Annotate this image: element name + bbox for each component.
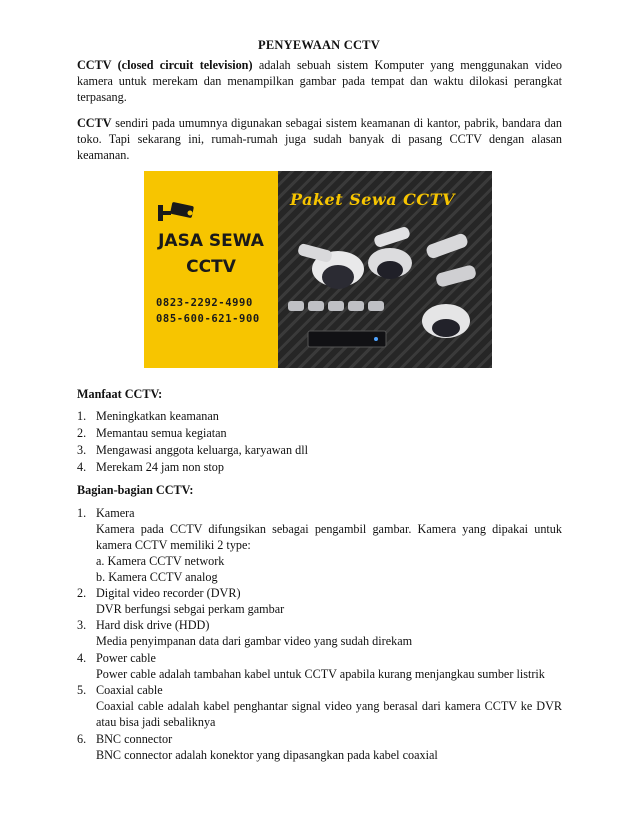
part-number: 4. <box>77 651 87 665</box>
part-title: Power cable <box>96 651 156 665</box>
list-item-text: Memantau semua kegiatan <box>96 426 227 440</box>
part-description: Kamera pada CCTV difungsikan sebagai pengambil gambar. Kamera yang dipakai untuk kamera CCTV memiliki 2 type: <box>96 522 562 553</box>
list-item-number: 3. <box>77 443 87 457</box>
benefits-heading: Manfaat CCTV: <box>77 387 163 401</box>
part-title: BNC connector <box>96 732 173 746</box>
part-number: 2. <box>77 586 87 600</box>
list-item-text: Meningkatkan keamanan <box>96 409 219 423</box>
list-item-text: Merekam 24 jam non stop <box>96 460 224 474</box>
part-description: Power cable adalah tambahan kabel untuk CCTV apabila kurang menjangkau sumber listrik <box>96 667 545 681</box>
usage-term: CCTV <box>77 116 112 130</box>
part-description: Coaxial cable adalah kabel penghantar signal video yang berasal dari kamera CCTV ke DVR atau bisa jadi sebaliknya <box>96 699 562 730</box>
usage-text: sendiri pada umumnya digunakan sebagai sistem keamanan di kantor, pabrik, bandara dan toko. Tapi sekarang ini, rumah-rumah juga sudah banyak di pasang CCTV dengan alasan keamanan. <box>77 116 562 163</box>
banner-service-title: JASA SEWA <box>158 231 264 251</box>
intro-term: CCTV (closed circuit television) <box>77 58 253 72</box>
banner-phone-2: 085-600-621-900 <box>156 313 260 325</box>
page-title: PENYEWAAN CCTV <box>258 38 380 52</box>
part-description: DVR berfungsi sebgai perkam gambar <box>96 602 285 616</box>
usage-paragraph <box>77 115 562 164</box>
part-subtype: a. Kamera CCTV network <box>96 554 225 568</box>
list-item-number: 2. <box>77 426 87 440</box>
banner-phone-1: 0823-2292-4990 <box>156 297 253 309</box>
part-title: Hard disk drive (HDD) <box>96 618 210 632</box>
part-title: Coaxial cable <box>96 683 163 697</box>
part-subtype: b. Kamera CCTV analog <box>96 570 218 584</box>
list-item-text: Mengawasi anggota keluarga, karyawan dll <box>96 443 308 457</box>
banner-package-title: Paket Sewa CCTV <box>290 190 455 209</box>
part-number: 6. <box>77 732 87 746</box>
list-item-number: 4. <box>77 460 87 474</box>
part-description: BNC connector adalah konektor yang dipasangkan pada kabel coaxial <box>96 748 438 762</box>
part-number: 3. <box>77 618 87 632</box>
intro-paragraph <box>77 57 562 106</box>
list-item-number: 1. <box>77 409 87 423</box>
part-number: 1. <box>77 506 87 520</box>
parts-heading: Bagian-bagian CCTV: <box>77 483 194 497</box>
cctv-camera-icon <box>156 201 196 223</box>
banner-service-subtitle: CCTV <box>186 257 236 277</box>
banner-right-panel <box>278 171 492 368</box>
part-title: Digital video recorder (DVR) <box>96 586 241 600</box>
part-title: Kamera <box>96 506 135 520</box>
banner-left-panel <box>144 171 278 368</box>
intro-text: adalah sebuah sistem Komputer yang menggunakan video kamera untuk merekam dan menampilkan gambar pada tempat dan waktu dilokasi perangkat terpasang. <box>77 58 562 105</box>
part-description: Media penyimpanan data dari gambar video yang sudah direkam <box>96 634 413 648</box>
part-number: 5. <box>77 683 87 697</box>
cctv-rental-banner <box>144 171 492 368</box>
